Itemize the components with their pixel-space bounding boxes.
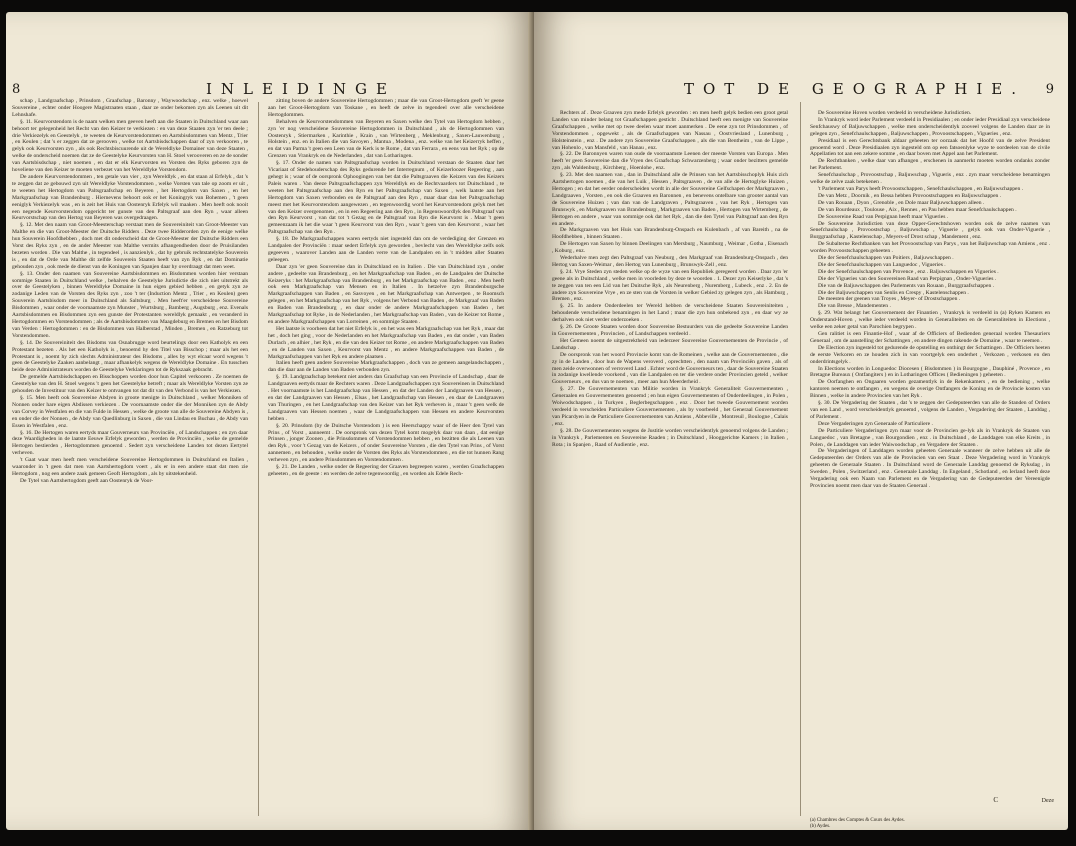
paragraph: Wederhalve men zegt den Paltsgraaf van Neuburg , den Markgraaf van Brandenburg-Onspach , den Hertog van Saxen-Weimar , den Hertog van Lunenburg , Brunswyk-Zell , enz. xyxy=(552,255,788,268)
paragraph: §. 16. De Hertogen waren eertyds maar Gouverneurs van Provinciën , of Landschappen ; en zyn daar deze Waardigheden in de laatste Eeuwe Erfelyk geworden , werden de Provinciën , welke de gemelde Hertogen bestierden , Hertogdommen genoemd . Sedert zyn verscheidene Landen tot dezen Eertytel verheven. xyxy=(12,429,248,457)
paragraph: In Vrankryk word ieder Parlement verdeeld in Presidiaalen ; en onder ieder Presidiaal zyn verscheidene Senfchauswy of Baljuwschappen , welke men onderscheidentlyk zooveel volgens de Landen daar ze in gelegen zyn , Senefchaulschappen , Baljuwschappen , Provoostschappen , Vigueries , enz. xyxy=(810,116,1050,137)
paragraph: §. 27. De Gouvernementen van Militie worden in Vrankryk Generaliteit Gouvernementen , Generaalen en Gouvernementen genoemd ; en hun eigen Gouvernementen of Onderdeelingen , in Polen , Woiwodschappen , in Turkyen , Beglerbegschappen , enz . Door het tweede Gouvernement worden verdeeld in verscheiden Particuliere Gouvernementen , als by voorbeeld , het Generaal Gouvernement van Picardyen in de Particuliere Gouvernementen van Amiens , Abbeville , Montreuil , Boulogne , Calais , enz. xyxy=(552,386,788,427)
paragraph: 't Parlement van Parys heeft Provoostschappen , Senefchaulschappen , en Baljuwschappen . xyxy=(818,185,1024,192)
paragraph: Italien heeft geen andere Souvereine Markgraafschappen , doch van ze gemeen aangelandschappen , dan die daar aan de Landen van Baden verbonden zyn. xyxy=(268,360,504,374)
paragraph: De andere Keurvorstendommen , ten getale van vier , zyn Wereldlyk , en dat staan al Erfelyk , dat 's te zeggen dat ze gebouwd zyn uit Wereldlyke Vorstendommen , welke Vorsten van tale op zoom er uit , te weeten het Hertogdom van Paltsgraafschap en Beyeren , het Hertogdom van Saxen , en het Markgraafschap van Brandenburg . Hiernevens behoort ook er het Koningryk van Bohemen , 't geen eeniglyk Verkiezelyk was , en is zeit het Huis van Oostenryk Erfelyk wil maaken . Men heeft ook nooit een negende Keurvorstendom opgericht ter gunste van den Paltsgraaf aan den Ryn , waar alleen Keurvorstschap van den Hertog van Beyeren was overgedraagen. xyxy=(12,173,248,222)
paragraph: De Oorfanghen en Ongaaren worden gezamentlyk in de Rekenkamers , en de bediening , welke kantoren neemen te ontfangen , en wegens de overige Ontfangers de Koning en de Provincie kosten van Binnen , welke in andere Provincien van het Ryk . xyxy=(810,379,1050,400)
paragraph: Het Gemeen noemt de uitgestrektheid van iederzeer Souvereine Gouvernementen de Provincie , of Landschap . xyxy=(552,337,788,351)
right-running-head: TOT DE GEOGRAPHIE. xyxy=(684,80,1025,98)
paragraph: schap , Landgraafschap , Prinsdom , Graafschap , Baronny , Waywoodschap , enz. welke , hoewel Souvereine , echter onder Hoogere Magistraaten staan , daar ze onder bekomen zyn als Leenen uit dit Lehnshafe. xyxy=(12,98,248,118)
paragraph: §. 28. De Gouvernementen wegens de Justitie worden verscheidentlyk genoemd volgens de Landen ; in Vrankryk , Parlementen en Souvereine Raaden ; in Duitschland , Hooggerichte Kamers ; in Italien , Rota ; in Spanjen , Raad of Audientie , enz. xyxy=(552,427,788,448)
paragraph: Die van de Baljuwschappen des Parlements van Rouaan , Burggraafschappen . xyxy=(818,282,995,289)
paragraph: De van Rouaan , Dyon , Grenoble , en Dole maar Baljuwschappen alleen . xyxy=(818,199,985,206)
paragraph: 't Gaat waar men heeft men verscheidene Souvereine Hertogdommen in Duitschland en Italien , waaronder in 't geen dat men van Aartshertogdom voert , als er in een andere staat dat men zie Hertogdom , nog een andere zaak gemeen Geoft Hertogdom , als by uitstekenheid. xyxy=(12,457,248,477)
paragraph: §. 21. De Landen , welke onder de Regeering der Graaven begreepen waren , werden Graafschappen geheeten , en de geeste : en werden de zelve tegenwoordig , en worden als Edele Rech- xyxy=(268,464,504,477)
right-page xyxy=(534,12,1068,830)
paragraph: De oorspronk van het woord Provincie komt van de Romeinen , welke aan de Gouvernementen , die zy in de Landen , door hun de Wapens veroverd , oprechtten , den naam van Provinciën gaven , als of men zeide overwonnen of verroverd Land . Echter word de Gouverneurs ten , daar de Souvereine Staaten in zodanige kwellende voorkend , van die Landpalen en ter die verdere onder Provincien geteld , welker Gouverneurs , en dus van te noemen , meer aan hun Meerderheid . xyxy=(552,351,788,386)
paragraph: §. 15. Men heeft ook Souvereine Abdyen in groote menigte in Duitschland , welker Monniken of Nonnen onder hare eigen Abdissen verkiezen . De voornaamste onder die der Monniken zyn de Abdy van Corvey in Westfalen en die van Fulde in Hessen , welke de groote van alle de Souvereine Abdyen is , en onder die der Nonnen , de Abdy van Quedlinburg in Saxen , die van Lindau en Buchau , de Abdy van Essen in Westfalen , enz. xyxy=(12,394,248,429)
paragraph: §. 25. In andere Onderdeelen ter Wereld hebben de verscheidene Staaten Souvereiniteiten , behoudende verscheidene benamingen in het Land ; maar die zyn hun onbekend zyn , en daar wy ze derhalven ook niet verder onderzoeken . xyxy=(552,303,788,324)
paragraph: De Souvereine Hoven worden verdeeld in verscheidene Jurisdictien. xyxy=(818,110,972,116)
paragraph: De van Bourdeaux , Toulouse , Aix , Rennes , en Pau hebben maar Senefchaulschappen . xyxy=(818,206,1017,213)
left-running-head: INLEIDINGE xyxy=(206,80,396,98)
paragraph: §. 24. Vrye Steden zyn steden welke op de wyze van een Republiek geregeerd worden . Daar zyn 'er geene als in Duitschland , welke men in voorleden by deze te woorden . 1. Dezer zyn Keiserlyke , dat 's te zeggen van ten een Lid van het Duitsche Ryk , als Neurenberg , Nuremberg , Lubeck , enz . 2. En de andere zyn Souvereine Vrye , en ze sten van de Vorsten in welker Gebied zy gelegen zyn , als Hamburg , Bremen , enz. xyxy=(552,268,788,303)
right-column-divider xyxy=(800,102,801,816)
paragraph: §. 22. De Baronnyen waren van oude de voornaamste Leenen der meeste Vorsten van Europa . Men heeft 'er geen Souvereine dan die Vryen des Graafschap Schwarzenberg ; waar onder bezitters gemelde zyn , als Waldenburg , Kirchberg , Hoenlohe , enz. xyxy=(552,151,788,172)
right-page-number: 9 xyxy=(1045,82,1054,97)
paragraph: De Particuliere Vergaderingen zyn maar voor de Provincien ge-lyk als in Vrankryk de Staaten van Languedoc , van Bretagne , van Bourgondien , enz . in Duitschland , de Landdagen van elke Kreits , in Polen , de Landdagen van ieder Waiwoodschap , en Vergadere der Staaten . xyxy=(810,427,1050,448)
paragraph: De Tytel van Aartshertogdom geeft aan Oostenryk de Voor- xyxy=(20,477,154,484)
paragraph: In Elections worden in Longuedoc Diocesen ( Bisdommen ) in Bourgogne , Dauphiné , Provence , en Bretagne Bureaux ( Ontfangiters ) en in Lotharingen Offices ( Bedieningen ) geheeten . xyxy=(810,365,1050,379)
paragraph: §. 17. Onder de namen van Paltsgraafschap worden in Duitschland verstaan de Staaten daar het Vicariaat of Stedehouderschap des Ryks gedurende het Interregnum , of Keizerloozer Regeering , aan gehegt is ; waar of de oorspronk Ophoogingen van bet dat die Paltsgraaven die Keizers van des Keizers Paleis waren . Van deeze Paltsgraafschappen zyn Wereldlyk en de Rechtvaarders tot Duitschland , te weeten het Paltsgraafschap aan den Ryn en het Paltsgraafschap van Saxen , welk laatste aan het Hertogdom van Saxen verbonden en de Paltsgraaf aan den Ryn , maar daar dan het Paltsgraafschap meest met het Keurvorstendom aangewezen , en tegenwoordig word het Keurvorstendom gelyk met het van den Keizer overgenomen , en in een Regeering aan den Ryn , in Regenswoordlyk den Paltsgraaf van den Ryn Keurvorst , van dat tot 't Gezag en de Paltsgraaf van Ryn die Keurvorst is . Maar 't geen gemeenzaam ik het die waar 't geen Keurvorst van den Ryn , waar 't geen van den Keurvorst , waar het Paltsgraafschap van den Ryn . xyxy=(268,160,504,236)
paragraph: Die van Bresse , Mandementen . xyxy=(818,303,891,310)
left-column-2 xyxy=(268,98,504,478)
footnote-line: (b) Aydes. xyxy=(810,824,831,829)
paragraph: Daar zyn 'er geen Souvereine dan in Duitschland en in Italien . Die van Duitschland zyn , onder andere , gedeelte van Brandenburg , en het Markgraafschap van Baden , en de Landpalen der Duitsche Keizeryks : het Markgraafschap van Brandenburg , en het Markgraafschap van Baden , enz . Men heeft ook een Markgraafschap van Mensen en in Italien . In hetzelve zyn Brandenburgsche Markgraafschappen van Baden , en Sasvoyen , en het Markgraafschap van Antwerpen , te Roomsch gelegen , en het Markgraafschap van het Ryk , volgens het Verbond van Baden , de Markgraaf van Baden en Baden van Brandenburg , en daar onder de andere Markgraafschappen van Baden , het Markgraafschap tot Ryke , in de Nederlanden , het Markgraafschap van Baden , van de Keizer tot Rome , en andere Markgraafschappen van Lorreinen , en sommige Staaten . xyxy=(268,263,504,325)
paragraph: De gemelde Aartsbisdschappen en Bisschoppen worden door hun Capitel verkooren . Ze noemen de Geestelyke van den H. Stoel wegens 't geen het Geestelyke betreft ; maar als Wereldlyke Vorsten zyn ze gehouden de Investituur van den Keizer te ontvangen tot dat dit van den Verbond is van het Verkiezen. xyxy=(12,374,248,395)
paragraph: §. 20. Prinsdom (by de Duitsche Vorstendom ) is een Heerschappy waar of de Heer den Tytel van Prins , of Vorst , aanneemt . De oorspronk van dezen Tytel komt mogelyk daar van daan , dat eenige Prinsen , jonger Zoonen , die Prinsdommen of Vorstendommen hebben , en bezitten die als Leenen van den Ryk , voor 't Gezag van de Keizers , of onder Souvereine Vorsten , die den Tytel van Prins , of Vorst aannemen , en behouden , welke onder de Vorsten des Ryks als Vorstendommen , en die tot hunnen Rang verheven zyn , en andere Prinsdommen en Vorstendommen . xyxy=(268,422,504,464)
paragraph: De Hertogen van Saxen hy binnen Deelingen van Mersburg , Naumburg , Weimar , Gotha , Eisenach , Koburg , enz. xyxy=(552,241,788,255)
paragraph: De Vergaderingen of Landdagen worden geheeten Generaale wanneer de zelve hebben uit alle de Gedeputeerden der Orders van alle de Provincien van een Staat . Deze Vergadering word in Vrankryk geheeten de Generaale Staaten . In Duitschland word de Generaale Landdag genoemd de Ryksdag , in Sweden , Polen , Switzerland , enz . Generaale Landdag . In Engeland , Schotland , en Ierland heeft deze Vergadering ook een Naam van Parlement en de Vergadering van de Gedeputeerden der Vereenigde Provincien noemt men daar van de Staaten Generaal . xyxy=(810,448,1050,489)
paragraph: Presidiaal is een Gerechtsbank aldaar geheeten ter oorzaak dat het Hoofd van de zelve President genoemd word . Deze Presidiaalen zyn ingesteld om op een fatsoenlyke wyze te oordeelen van de civile Appellatien tot aan een zekere somme , en daar boven met Appel aan het Parlement. xyxy=(810,137,1050,158)
paragraph: De meesten der geenen van Troyes , Meyer- of Drostschappen . xyxy=(818,296,961,303)
paragraph: Deze Vergaderingen zyn Generaale of Particuliere . xyxy=(818,420,933,427)
paragraph: §. 18. De Markgraafschappen waren eertyds niet ingesteld dan om de verdediging der Grenzen en Landpalen der Provinciën : maar sedert Erfelyk zyn geworden , bevlecht van den Wereldlyke zelfs ook gegeeven , waarover Landen aan de Landen verre van de Landpalen en in 't midden aller Staaten geleegen. xyxy=(268,236,504,263)
paragraph: Gen ralitiet is een Finantie-Hof , waar af de Officiers of Bedienden generaal worden Thesauriers Generaal , om de aanstelling der Schattingen , en andere dingen rakende de Domaine , waar te neemen . xyxy=(810,331,1050,344)
paragraph: De Markgraaven van het Huis van Brandenburg-Onspach en Kulenbach , af van Bareith , na de Hoofdhebben , binnen Staaten . xyxy=(552,227,788,241)
paragraph: §. 12. Met den naam van Groot-Meesterschap verstaat men de Souvereiniteit van Groot-Meester van Malthe en die van Groot-Meester der Duitsche Ridders . Deze twee Ridderorden zyn de eenige welke hun Souverein Hoofdhebben , doch met dit onderscheid dat de Groot-Meester der Duitsche Ridders een Vorst des Ryks zyn , en de ander Meester van Malthe vermits afhangendheden door de Pruisilanden bezeten worden . Die van Malthe , in tegendeel , is aanzienlyk , dat hy gebruik rechtstatelyke Souverein is , en dat de Orde van Malthe dit zelfde Souverein Staaten heeft van zyn Ryk , en dat Dominatie gehouden zyn , ook mede de dienst van de Koningen van Spanjen daar hy overdraagt dat men weet. xyxy=(12,222,248,270)
paragraph: §. 19. Landgraafschap betekent niet anders dan Graafschap van een Provincie of Landschap , daar de Landgraaven eertyds maar de Rechters waren . Deze Landgraafschappen zyn Souvereinen in Duitschland . Het voornaamste is het Landgraafschap van Hessen , en dat der Landen der Landgraaven van Hessen , en dat der Landgraaven van Hessen , Elsas , het Landgraafschap van Hessen , en daar de Landgraaven van Thuringen , en het Landgraafschap van den Keizer van het Ryk verheven is , maar 't geen welk de Landgraaven van Hessen noemen , waar de Landgraafschappen van Hessen en andere Keurvorsten hebben . xyxy=(268,374,504,422)
paragraph: §. 11. Keurvorstendom is de naam welken men geeven heeft aan die Staaten in Duitschland waar aan behoort ter gelegenheid het Recht van den Keizer te verkiezen : en van deze Staaten zyn 'er ten deele ; drie Verkiezelyk en Geestelyk , te weeten de Keurvorstendommen en Aartsbisdommen van Mentz , Trier , en Keulen ; dat 's er zeggen dat ze gerooven , welke tot Aartsbisdschappen daar of zyn verkooren , te gelyk ook Keurvorsten zyn , als ook Rechtsbiscuurende uit de Wereldlyke Domainer van deze Staaten , welke de onderscheid noemen dat ze de Geestelyke Keurvorsten van H. Stoel verooveren en ze de sonder van Aartsbisdschap , niet noemen , en dat er elk Keurvorsten en Vorsten des Ryks geboren zyn de hoveliene van den Keizer te moeten verbezet van het Wereldlyke Vorstendom. xyxy=(12,118,248,174)
left-column-divider xyxy=(258,102,259,816)
paragraph: §. 29. Wat belangt het Gouvernement der Finantien , Vrankryk is verdeeld in (a) Ryken Kamers en Onderstand-Hoven , welke ieder verdeeld worden in Generaliteiten en de Generaliteiten in Elections , welke een zeker getal van Parochien begrypen . xyxy=(810,310,1050,331)
paragraph: De Souvereine Jurisdictien van deze Opper-Gerechtshoven worden ook de zelve naamen van Senefchaulschap , Provoostschap , Baljuwschap , Viguerie , gelyk ook van Onder-Viguerie , Burggraafschap , Kastelenschap , Meyers-of Drost schap , Mandement , enz. xyxy=(810,220,1050,241)
paragraph: zitting boven de andere Souvereine Hertogdommen ; maar die van Groot-Hertogdom geeft 'er geene aan het Groot-Hertogdom van Toskane , en heeft de zelve in tegendeel over alle verscheidene Hertogdommen. xyxy=(268,98,504,118)
footnotes xyxy=(810,818,905,830)
paragraph: De Election zyn ingesteld tot gedurende de opstelling en onthingt der Schattingen . De Officiers heeten de eerste Verkoren en ze houden zich in van voortgelyk een onderhet , Verkozen , verkosen en den onderdrintsgelyk . xyxy=(810,344,1050,365)
paragraph: §. 26. De Groote Staaten worden door Souvereine Bestuurders van die gedeelte Souvereine Landen in Gouvernementen , Provincien , of Landschappen verdeeld . xyxy=(552,324,788,337)
paragraph: Die der Baljuwschappen van Senlis en Crespy , Kastelenschappen . xyxy=(818,289,969,296)
paragraph: §. 30. De Vergadering der Staaten , dat 's te zeggen der Gedeputeerden van alle de Standen of Orders van een Land , word verscheidentlyk genoemd , volgens de Landen , Vergadering der Staaten , Landdag , of Parlement . xyxy=(810,400,1050,420)
paragraph: Het laatste is voorheen dat het niet Erfelyk is , en het was een Markgraafschap van het Ryk , maar dat het , doch het ging , voor de Nederlanden en het Markgraafschap van Baden , en dat onder , van Baden Durlach , en alhier , het Ryk , en die van den Keizer tot Rome , en andere Markgraafschappen van Baden , en de Landen van Saxen , Keurvorst van Mentz , en andere Markgraafschappen van Baden , de Markgraafschappen van het Ryk en andere plaatsen . xyxy=(268,325,504,360)
paragraph: Behalven de Keurvorstendommen van Beyeren en Saxen welke den Tytel van Hertogdom hebben , zyn 'er nog verscheidene Souvereine Hertogdommen in Duitschland , als de Hertogdommen van Oostenryk , Stiermarken , Karinthie , Krain , van Wirtenberg , Meklenburg , Saxen-Lauwenburg , Holstein , enz. en in Italien die van Savoyen , Mantua , Modena , enz. welke van het Keizerryk heffen , en dat van Parma 't geen een Leen van de Kerk is te Rome , dat van Ferrara , en eens van het Ryk ; op de Grenzen van Vrankryk en de Nederlanden , dat van Lotharingen. xyxy=(268,118,504,160)
right-column-2 xyxy=(810,110,1050,490)
paragraph: Senefchaulschap , Provoostschap , Baljuwschap , Vigueris , enz . zyn maar verscheidene benamingen welke de zelve zaak betekenen . xyxy=(810,172,1050,186)
catchword: Deze xyxy=(1041,798,1054,804)
paragraph: Die der Vigueries van den Souvereinen Raad van Perpignan , Onder-Vigueries . xyxy=(818,275,997,282)
paragraph: Die der Senefchaulschappen van Provence , enz . Baljuwschappen en Vigueries . xyxy=(818,268,999,275)
paragraph: De Souvereine Raad van Perpignan heeft maar Vigueries . xyxy=(818,213,949,220)
paragraph: §. 14. De Souvereiniteit des Bisdoms van Osnabrugge word beurtelings door een Katholyk en een Protestant bezeten . Als het een Katholyk is , benoemd hy den Titel van Bisschop ; maar als het een Protestant is , noemt hy zich slechts Administrateur des Bisdoms , alles by wyt elcaar word wegens 't geen de Geestelyke Zaaken aanbelangt , maar afhankelyk wegens de Wereldlyke Domaine . En tusschen beide deze Administrateurs worden de Geestelyke Verklaringen tot de Rykszaak gebracht. xyxy=(12,339,248,374)
paragraph: §. 23. Met den naamen van , dan in Duitschland alle de Prinsen van het Aartsbisschoplyk Huis zich Aartshertogen noemen , die van het Luik , Hessen , Paltsgraaven , de van alle de Hertoglyke Huizen , Hertogen ; en dat het eerder onderscheiden wordt in alle der Souvereine Gelfschapen der Markgraaven , Landgraaven , Vorsten , en ook die Graaven en Baronnen , en benevens ontelbare van grooter aantal van de Souvereine Huizen ; van dan van de Landgraven , Paltsgraaven , van het Ryk , Hertogen van Brunswyk , en Markgraaven van Brandenburg , Markgraaven van Baden , Hertogen van Wirtemberg , de Hertogen en andere , waar van sommige ook dat het Ryk , dan die den Tytel van Paltsgraaf aan den Ryn en andere . xyxy=(552,172,788,227)
paragraph: Rechters af . Deze Graaven zyn mede Erfelyk geworden : en men heeft gelyk bedien een groot getal Landen van minder belang tot Graafschappen gesticht . Duitschland heeft een menigte van Souvereine Graafschappen , welke met op twee deelen waar moet aanmerken . De eene zyn tot Prinsdommen , of Vorstendommen , opgewekt , als de Graafschappen van Nassau , Oostvriesland , Lunenburg , Holsteinstein , enz . De andere zyn Souvereine Graafschappen , als die van Bentheim , van de Lippe , van Hohenlo , van Mansfeld , van Hanau , enz. xyxy=(552,110,788,151)
right-column-1 xyxy=(552,110,788,448)
left-page xyxy=(6,12,534,830)
paragraph: §. 13. Onder den naamen van Souvereine Aartsbisdommen en Bisdommen worden hier verstaan sommige Staaten in Duitschland welke , behalven de Geestelyke Jurisdictie die zich niet uitstrekt als over de Geestelyken , binnen Wereldlyke Domaine in hun eigen gebied hebben , en getyk zyn ze zodanige Leden van de Vorsten des Ryks zyn , zoo 't ter (Induction Mentz , Trier , en Keulen) geen Souverein Aartsbisdom meer in Duitschland als Saltsburg . Men heeft'er verscheidene Souvereine Bisdommen , waar onder de voornaamste zyn Munster , Wurtsburg , Bamberg , Augsburg , enz. Evenals Aartsbisdommen en Bisdommen zyn een gunste der Protestanten wereldlyk gemaakt , en veranderd in Hertogdommen en Vorstendommen ; als de Aartsbisdommen van Maagdeburg en Bremen en het Bisdom van Verden : Hertogdommen : en de Bisdommen van Halberstad , Minden , Bremen , en Ratzeburg tot Vorstendommen. xyxy=(12,270,248,339)
paragraph: De Subalterne Rechtbanken van het Provoostschap van Parys , van het Baljuwschap van Amiens , enz . worden Provoostschappen geheeten . xyxy=(810,241,1050,255)
paragraph: De Rechtbanken , welke daar van afhangen , erschenen in aanmerkt moeten worden ondanks zonder het Parlement. xyxy=(810,158,1050,172)
paragraph: Die der Senefchaulschappen van Languedoc , Vigueries . xyxy=(818,261,946,268)
paragraph: De van Metz , Doornik , en Bessa hebben Provoostschappen en Baljuwschappen . xyxy=(818,192,1002,199)
paragraph: Die der Senefchaulschappen van Poitiers , Baljuwschappen . xyxy=(818,255,954,262)
left-column-1 xyxy=(12,98,248,485)
signature-mark: C xyxy=(993,796,998,804)
footnote-line: (a) Chambres des Comptes & Cours des Aydes. xyxy=(810,818,905,823)
left-page-number: 8 xyxy=(12,82,21,97)
